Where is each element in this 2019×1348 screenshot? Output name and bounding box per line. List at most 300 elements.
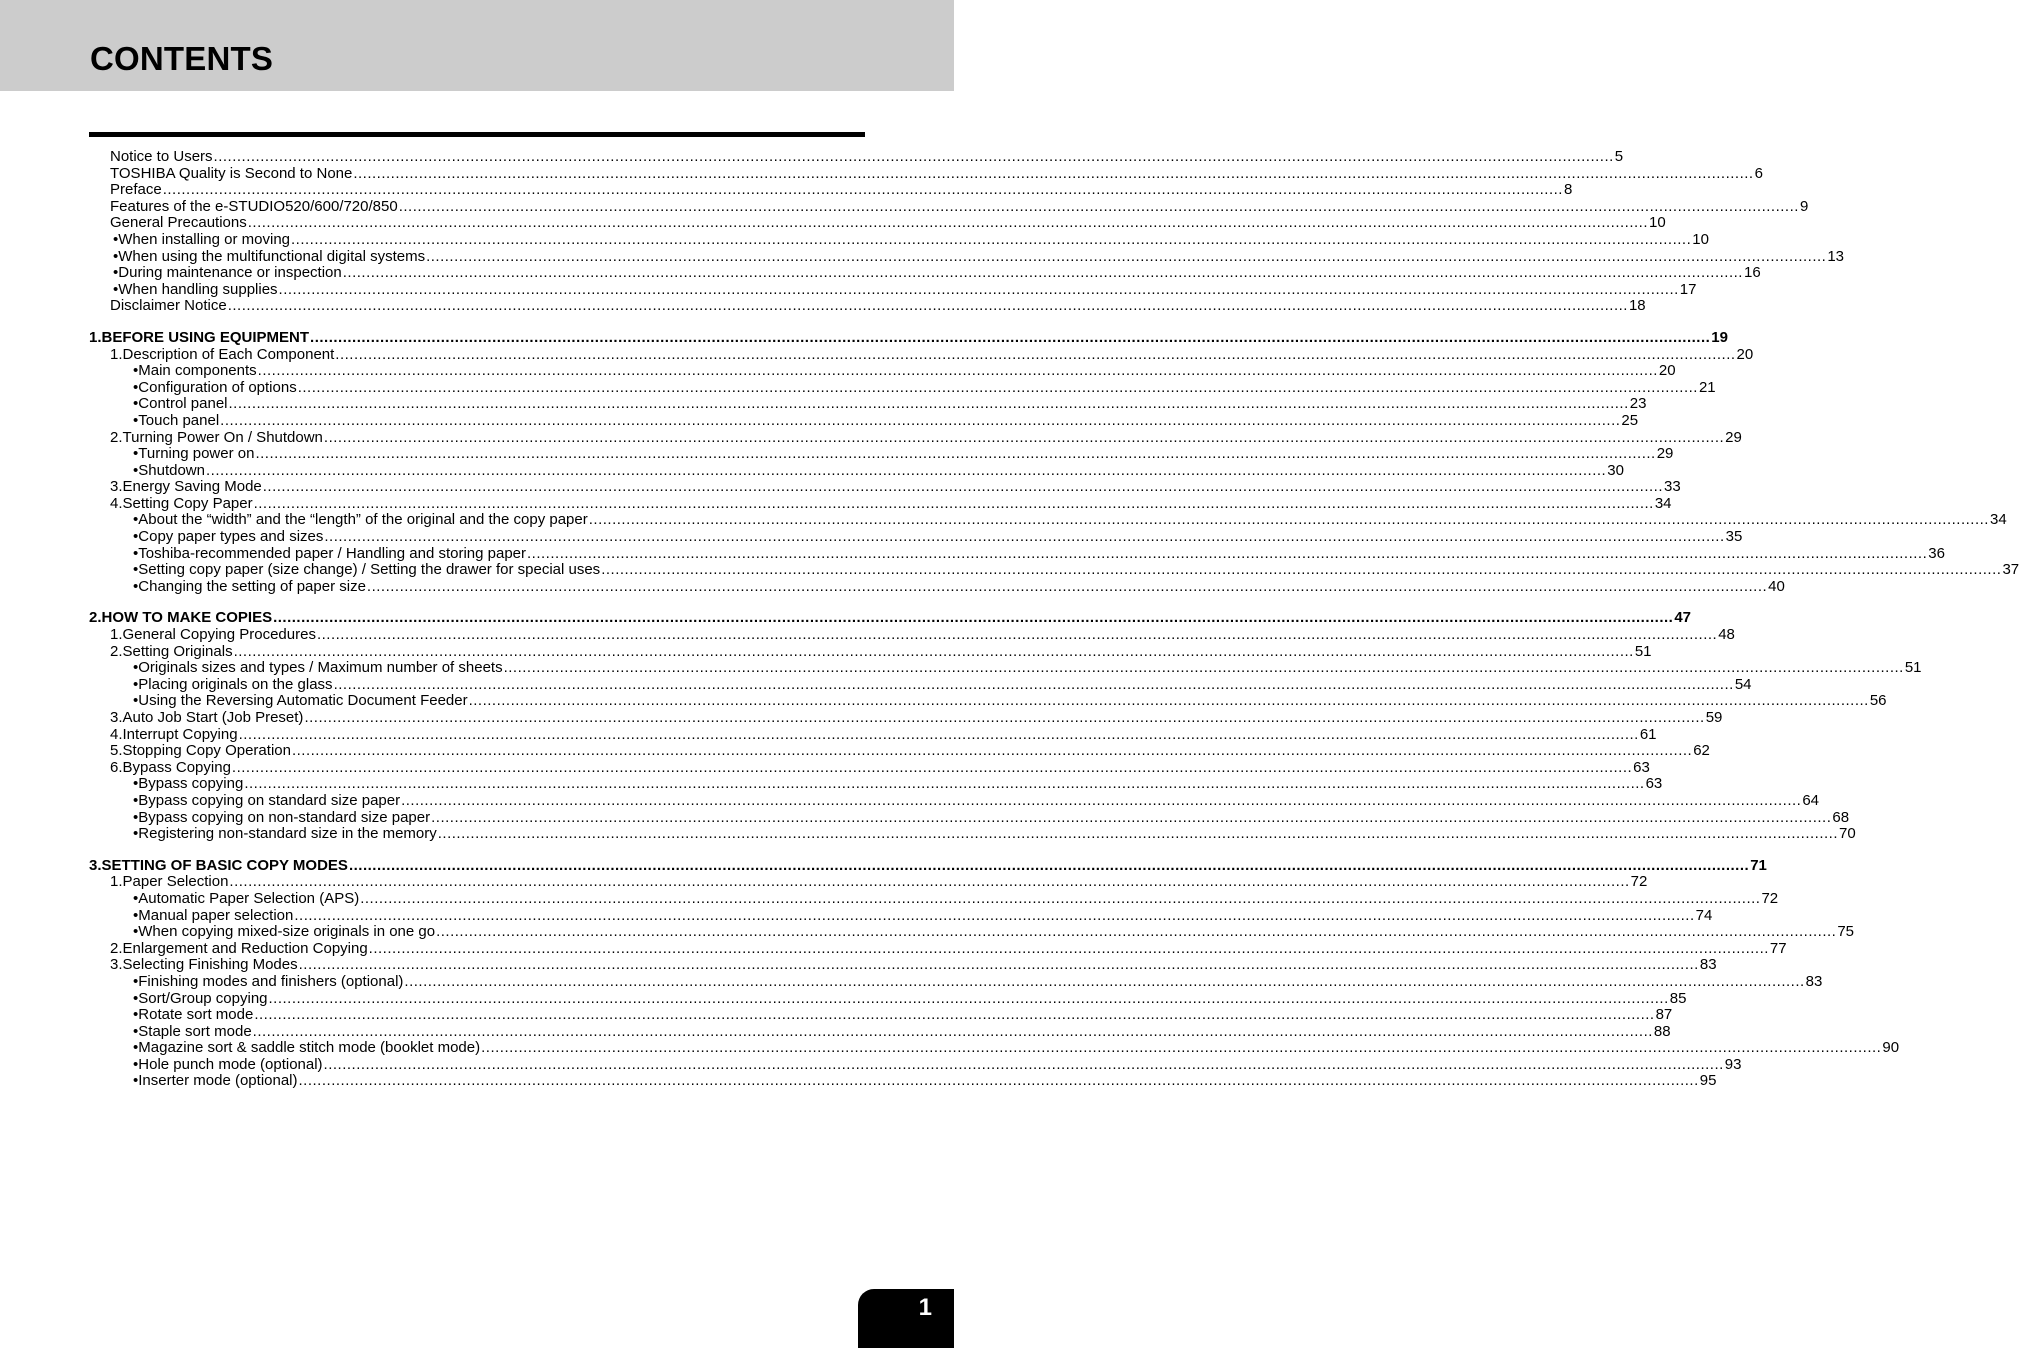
bullet-icon: • xyxy=(133,808,139,826)
toc-leader-dots: ............................................................................................................................................................................................................................................................................................................ xyxy=(213,148,1614,165)
toc-entry-row[interactable] xyxy=(110,642,1652,661)
bullet-icon: • xyxy=(133,528,139,546)
toc-entry-section[interactable] xyxy=(0,873,1648,891)
toc-leader-dots: ............................................................................................................................................................................................................................................................................................................ xyxy=(335,345,1736,363)
toc-entry-label: SETTING OF BASIC COPY MODES xyxy=(101,856,348,874)
toc-entry-label: Bypass copying on standard size paper xyxy=(138,791,401,809)
toc-entry-row[interactable] xyxy=(130,511,2007,529)
toc-entry-label: When handling supplies xyxy=(118,280,278,298)
toc-entry-row[interactable] xyxy=(110,873,1648,891)
toc-entry-page: 19 xyxy=(1711,328,1728,346)
bullet-icon: • xyxy=(133,1072,139,1090)
toc-leader-dots: ............................................................................................................................................................................................................................................................................................................ xyxy=(244,775,1645,793)
toc-entry-row[interactable] xyxy=(110,428,1742,447)
toc-leader-dots: ............................................................................................................................................................................................................................................................................................................ xyxy=(348,856,1750,874)
bullet-icon: • xyxy=(133,775,139,793)
toc-leader-dots: ............................................................................................................................................................................................................................................................................................................ xyxy=(268,989,1669,1007)
toc-entry-page: 71 xyxy=(1750,856,1767,874)
toc-entry-section[interactable] xyxy=(0,478,1681,496)
toc-entry-subbullet[interactable] xyxy=(0,906,1713,925)
bullet-icon: • xyxy=(133,395,139,413)
toc-entry-number: 1. xyxy=(110,873,123,891)
toc-entry-label: Finishing modes and finishers (optional) xyxy=(138,972,404,990)
toc-entry-label: Manual paper selection xyxy=(138,906,294,924)
toc-entry-section[interactable] xyxy=(0,939,1787,958)
toc-entry-page: 25 xyxy=(1621,411,1639,429)
toc-entry-label: Interrupt Copying xyxy=(122,725,238,743)
toc-entry-section[interactable] xyxy=(0,626,1735,644)
toc-leader-dots: ............................................................................................................................................................................................................................................................................................................ xyxy=(481,1039,1882,1057)
toc-entry-subbullet[interactable] xyxy=(0,692,1887,710)
toc-entry-bullet[interactable] xyxy=(0,280,1697,299)
toc-entry-page: 34 xyxy=(1654,494,1672,512)
toc-entry-label: General Precautions xyxy=(110,214,247,232)
toc-entry-row[interactable] xyxy=(130,808,1850,827)
toc-entry-bullet[interactable] xyxy=(0,247,1845,266)
toc-entry-page: 87 xyxy=(1655,1006,1673,1024)
toc-entry-row[interactable] xyxy=(110,725,1657,744)
toc-entry-page: 13 xyxy=(1827,247,1845,265)
toc-entry-label: When using the multifunctional digital systems xyxy=(118,247,426,265)
bullet-icon: • xyxy=(133,411,139,429)
toc-entry-chapter[interactable] xyxy=(0,856,1767,875)
toc-entry-number: 4. xyxy=(110,725,123,743)
toc-entry-row[interactable] xyxy=(110,230,1709,249)
bullet-icon: • xyxy=(133,989,139,1007)
toc-entry-row[interactable] xyxy=(130,378,1716,397)
toc-entry-row[interactable] xyxy=(130,411,1639,430)
toc-leader-dots: ............................................................................................................................................................................................................................................................................................................ xyxy=(231,758,1633,776)
toc-entry-page: 29 xyxy=(1656,445,1674,463)
toc-entry-page: 70 xyxy=(1839,825,1856,843)
toc-leader-dots: ............................................................................................................................................................................................................................................................................................................ xyxy=(601,561,2002,579)
table-of-contents xyxy=(0,148,2019,1090)
toc-entry-number: 1. xyxy=(110,345,123,363)
toc-entry-page: 64 xyxy=(1802,791,1820,809)
toc-entry-subbullet[interactable] xyxy=(0,675,1752,694)
toc-entry-page: 20 xyxy=(1736,345,1754,363)
toc-entry-chapter[interactable] xyxy=(0,609,1692,627)
toc-entry-row[interactable] xyxy=(130,692,1887,710)
toc-entry-page: 85 xyxy=(1669,989,1687,1007)
toc-entry-label: Placing originals on the glass xyxy=(138,675,333,693)
toc-leader-dots: ............................................................................................................................................................................................................................................................................................................ xyxy=(436,923,1837,941)
toc-group-gap xyxy=(0,843,954,858)
toc-entry-page: 20 xyxy=(1658,362,1676,380)
toc-entry-row[interactable] xyxy=(130,659,1922,677)
toc-entry-row[interactable] xyxy=(110,494,1672,513)
toc-entry-row[interactable] xyxy=(110,626,1735,644)
toc-leader-dots: ............................................................................................................................................................................................................................................................................................................ xyxy=(291,742,1693,760)
toc-entry-section[interactable] xyxy=(0,725,1657,744)
toc-entry-number: 2. xyxy=(110,428,123,446)
bullet-icon: • xyxy=(133,659,139,677)
toc-entry-row[interactable] xyxy=(130,528,1743,546)
toc-entry-number: 3. xyxy=(110,709,123,726)
toc-entry-label: Control panel xyxy=(138,395,228,413)
toc-entry-subbullet[interactable] xyxy=(0,989,1687,1008)
toc-entry-label: Description of Each Component xyxy=(122,345,335,363)
toc-entry-subbullet[interactable] xyxy=(0,1055,1742,1074)
toc-leader-dots: ............................................................................................................................................................................................................................................................................................................ xyxy=(437,825,1838,843)
toc-entry-top[interactable] xyxy=(0,297,1646,315)
toc-entry-row[interactable] xyxy=(130,544,1945,563)
toc-entry-subbullet[interactable] xyxy=(0,411,1639,430)
toc-entry-page: 48 xyxy=(1718,626,1735,644)
toc-leader-dots: ............................................................................................................................................................................................................................................................................................................ xyxy=(360,889,1761,907)
toc-entry-page: 40 xyxy=(1768,577,1785,595)
bullet-icon: • xyxy=(133,825,139,843)
toc-leader-dots: ............................................................................................................................................................................................................................................................................................................ xyxy=(205,461,1607,479)
toc-entry-label: Sort/Group copying xyxy=(138,989,268,1007)
toc-entry-label: Using the Reversing Automatic Document Feeder xyxy=(138,692,468,710)
toc-entry-top[interactable] xyxy=(0,214,1666,232)
toc-entry-label: Originals sizes and types / Maximum number of sheets xyxy=(138,659,503,677)
toc-entry-page: 95 xyxy=(1699,1072,1717,1090)
toc-leader-dots: ............................................................................................................................................................................................................................................................................................................ xyxy=(323,428,1725,446)
toc-entry-top[interactable] xyxy=(0,164,1763,183)
toc-entry-row[interactable] xyxy=(130,1072,1717,1090)
toc-entry-page: 74 xyxy=(1695,906,1713,924)
toc-entry-row[interactable] xyxy=(130,889,1779,908)
toc-entry-number: 3. xyxy=(110,478,123,496)
toc-entry-label: Copy paper types and sizes xyxy=(138,528,324,546)
bullet-icon: • xyxy=(113,247,119,265)
toc-entry-row[interactable] xyxy=(110,742,1710,760)
bullet-icon: • xyxy=(133,906,139,924)
toc-entry-label: Stopping Copy Operation xyxy=(122,742,291,760)
toc-entry-page: 83 xyxy=(1805,972,1823,990)
toc-entry-subbullet[interactable] xyxy=(0,395,1647,413)
toc-entry-row[interactable] xyxy=(110,280,1697,299)
toc-entry-section[interactable] xyxy=(0,494,1672,513)
toc-entry-subbullet[interactable] xyxy=(0,1039,1900,1057)
toc-entry-section[interactable] xyxy=(0,709,1723,727)
toc-entry-row[interactable] xyxy=(130,362,1676,380)
toc-entry-page: 88 xyxy=(1653,1022,1671,1040)
toc-entry-subbullet[interactable] xyxy=(0,808,1850,827)
title-rule xyxy=(89,132,865,137)
toc-entry-row[interactable] xyxy=(130,561,2019,579)
toc-entry-page: 90 xyxy=(1882,1039,1900,1057)
toc-entry-subbullet[interactable] xyxy=(0,972,1823,991)
toc-entry-label: During maintenance or inspection xyxy=(118,264,342,282)
toc-entry-page: 51 xyxy=(1634,642,1652,660)
toc-entry-page: 5 xyxy=(1614,148,1624,165)
toc-entry-section[interactable] xyxy=(0,428,1742,447)
bullet-icon: • xyxy=(133,1022,139,1040)
toc-entry-label: Hole punch mode (optional) xyxy=(138,1055,323,1073)
toc-entry-subbullet[interactable] xyxy=(0,1022,1671,1041)
toc-entry-label: Setting Originals xyxy=(122,642,233,660)
toc-leader-dots: ............................................................................................................................................................................................................................................................................................................ xyxy=(333,675,1734,693)
bullet-icon: • xyxy=(133,1055,139,1073)
toc-entry-label: Rotate sort mode xyxy=(138,1006,254,1024)
toc-entry-page: 75 xyxy=(1837,923,1855,941)
toc-entry-number: 4. xyxy=(110,494,123,512)
bullet-icon: • xyxy=(133,675,139,693)
toc-entry-label: Toshiba-recommended paper / Handling and storing paper xyxy=(138,544,527,562)
toc-entry-label: Selecting Finishing Modes xyxy=(122,956,298,974)
toc-leader-dots: ............................................................................................................................................................................................................................................................................................................ xyxy=(298,956,1699,974)
toc-leader-dots: ............................................................................................................................................................................................................................................................................................................ xyxy=(366,577,1768,595)
toc-entry-label: Disclaimer Notice xyxy=(110,297,227,315)
toc-entry-label: Features of the e-STUDIO520/600/720/850 xyxy=(110,197,398,215)
toc-entry-row[interactable] xyxy=(110,297,1646,315)
toc-entry-page: 35 xyxy=(1725,528,1743,546)
bullet-icon: • xyxy=(133,378,139,396)
toc-entry-label: Turning power on xyxy=(138,445,255,463)
toc-leader-dots: ............................................................................................................................................................................................................................................................................................................ xyxy=(247,214,1648,232)
toc-entry-page: 62 xyxy=(1693,742,1710,760)
toc-leader-dots: ............................................................................................................................................................................................................................................................................................................ xyxy=(220,411,1621,429)
toc-entry-subbullet[interactable] xyxy=(0,923,1855,941)
toc-entry-row[interactable] xyxy=(130,1006,1673,1024)
toc-entry-subbullet[interactable] xyxy=(0,461,1624,480)
toc-leader-dots: ............................................................................................................................................................................................................................................................................................................ xyxy=(310,328,1711,346)
toc-entry-row[interactable] xyxy=(110,164,1763,183)
toc-entry-page: 47 xyxy=(1674,609,1692,627)
toc-entry-subbullet[interactable] xyxy=(0,544,1945,563)
toc-entry-row[interactable] xyxy=(130,972,1823,991)
toc-entry-page: 10 xyxy=(1692,230,1709,248)
toc-entry-section[interactable] xyxy=(0,758,1650,777)
toc-group-gap xyxy=(0,595,954,610)
toc-leader-dots: ............................................................................................................................................................................................................................................................................................................ xyxy=(238,725,1639,743)
toc-leader-dots: ............................................................................................................................................................................................................................................................................................................ xyxy=(527,544,1928,562)
toc-entry-row[interactable] xyxy=(89,856,1767,875)
toc-entry-row[interactable] xyxy=(130,1055,1742,1074)
toc-entry-row[interactable] xyxy=(89,609,1692,627)
toc-entry-row[interactable] xyxy=(110,709,1723,727)
toc-entry-label: Touch panel xyxy=(138,411,220,429)
toc-entry-label: Changing the setting of paper size xyxy=(138,577,366,595)
toc-entry-page: 63 xyxy=(1645,775,1663,793)
toc-entry-top[interactable] xyxy=(0,181,1573,199)
toc-entry-subbullet[interactable] xyxy=(0,825,1856,843)
bullet-icon: • xyxy=(133,972,139,990)
toc-entry-label: Magazine sort & saddle stitch mode (booklet mode) xyxy=(138,1039,481,1057)
toc-entry-page: 34 xyxy=(1989,511,2007,529)
page-title: CONTENTS xyxy=(90,40,274,77)
toc-entry-row[interactable] xyxy=(130,461,1624,480)
toc-entry-subbullet[interactable] xyxy=(0,791,1820,810)
toc-entry-section[interactable] xyxy=(0,742,1710,760)
toc-entry-row[interactable] xyxy=(89,328,1728,347)
toc-entry-row[interactable] xyxy=(110,247,1845,266)
toc-entry-label: BEFORE USING EQUIPMENT xyxy=(101,328,310,346)
toc-entry-row[interactable] xyxy=(110,345,1754,364)
toc-leader-dots: ............................................................................................................................................................................................................................................................................................................ xyxy=(468,692,1869,710)
toc-entry-label: Bypass copying xyxy=(138,775,244,793)
toc-entry-label: When copying mixed-size originals in one go xyxy=(138,923,436,941)
toc-entry-label: HOW TO MAKE COPIES xyxy=(101,609,273,627)
toc-entry-row[interactable] xyxy=(110,264,1761,282)
toc-entry-row[interactable] xyxy=(130,825,1856,843)
toc-leader-dots: ............................................................................................................................................................................................................................................................................................................ xyxy=(304,709,1705,726)
toc-entry-row[interactable] xyxy=(110,148,1624,166)
toc-leader-dots: ............................................................................................................................................................................................................................................................................................................ xyxy=(228,395,1629,413)
toc-entry-label: Preface xyxy=(110,181,162,199)
toc-entry-subbullet[interactable] xyxy=(0,528,1743,546)
toc-leader-dots: ............................................................................................................................................................................................................................................................................................................ xyxy=(253,494,1654,512)
toc-entry-row[interactable] xyxy=(110,939,1787,958)
toc-leader-dots: ............................................................................................................................................................................................................................................................................................................ xyxy=(353,164,1754,182)
bullet-icon: • xyxy=(133,544,139,562)
toc-leader-dots: ............................................................................................................................................................................................................................................................................................................ xyxy=(368,939,1769,957)
bullet-icon: • xyxy=(133,362,139,380)
toc-entry-row[interactable] xyxy=(130,675,1752,694)
bullet-icon: • xyxy=(133,1039,139,1057)
toc-entry-number: 3. xyxy=(89,856,102,874)
toc-entry-label: Energy Saving Mode xyxy=(122,478,262,496)
bullet-icon: • xyxy=(133,461,139,479)
toc-entry-row[interactable] xyxy=(130,445,1674,463)
toc-entry-page: 54 xyxy=(1734,675,1752,693)
bullet-icon: • xyxy=(133,511,139,529)
toc-leader-dots: ............................................................................................................................................................................................................................................................................................................ xyxy=(588,511,1989,529)
toc-entry-number: 1. xyxy=(89,328,102,346)
page-number: 1 xyxy=(918,1294,932,1321)
toc-leader-dots: ............................................................................................................................................................................................................................................................................................................ xyxy=(162,181,1563,199)
toc-entry-row[interactable] xyxy=(110,181,1573,199)
toc-entry-page: 16 xyxy=(1743,264,1761,282)
toc-entry-page: 59 xyxy=(1705,709,1723,726)
toc-entry-label: About the “width” and the “length” of the original and the copy paper xyxy=(138,511,588,529)
toc-entry-subbullet[interactable] xyxy=(0,1072,1717,1090)
toc-entry-page: 83 xyxy=(1699,956,1717,974)
toc-leader-dots: ............................................................................................................................................................................................................................................................................................................ xyxy=(404,972,1805,990)
toc-entry-label: Main components xyxy=(138,362,257,380)
toc-entry-subbullet[interactable] xyxy=(0,889,1779,908)
toc-entry-top[interactable] xyxy=(0,197,1809,216)
toc-entry-page: 72 xyxy=(1630,873,1648,891)
toc-entry-label: Inserter mode (optional) xyxy=(138,1072,298,1090)
toc-entry-row[interactable] xyxy=(130,923,1855,941)
toc-leader-dots: ............................................................................................................................................................................................................................................................................................................ xyxy=(298,1072,1699,1090)
toc-entry-row[interactable] xyxy=(130,577,1785,596)
toc-entry-page: 17 xyxy=(1679,280,1697,298)
toc-entry-label: Auto Job Start (Job Preset) xyxy=(122,709,304,726)
toc-entry-label: Paper Selection xyxy=(122,873,229,891)
toc-entry-label: Bypass Copying xyxy=(122,758,231,776)
toc-entry-number: 2. xyxy=(89,609,102,627)
toc-entry-row[interactable] xyxy=(110,956,1717,974)
toc-entry-label: Enlargement and Reduction Copying xyxy=(122,939,368,957)
toc-entry-row[interactable] xyxy=(130,1022,1671,1041)
toc-entry-label: Staple sort mode xyxy=(138,1022,252,1040)
toc-entry-number: 3. xyxy=(110,956,123,974)
toc-entry-page: 6 xyxy=(1754,164,1763,182)
toc-entry-page: 56 xyxy=(1869,692,1887,710)
toc-entry-section[interactable] xyxy=(0,956,1717,974)
toc-entry-subbullet[interactable] xyxy=(0,445,1674,463)
toc-entry-page: 18 xyxy=(1628,297,1646,315)
bullet-icon: • xyxy=(133,692,139,710)
toc-entry-subbullet[interactable] xyxy=(0,362,1676,380)
toc-entry-row[interactable] xyxy=(110,758,1650,777)
toc-entry-page: 8 xyxy=(1563,181,1573,199)
toc-entry-page: 93 xyxy=(1724,1055,1742,1073)
toc-entry-bullet[interactable] xyxy=(0,230,1709,249)
toc-entry-subbullet[interactable] xyxy=(0,378,1716,397)
toc-entry-row[interactable] xyxy=(130,989,1687,1008)
toc-leader-dots: ............................................................................................................................................................................................................................................................................................................ xyxy=(426,247,1827,265)
toc-entry-label: Setting copy paper (size change) / Setting the drawer for special uses xyxy=(138,561,601,579)
toc-leader-dots: ............................................................................................................................................................................................................................................................................................................ xyxy=(431,808,1832,826)
toc-entry-page: 37 xyxy=(2002,561,2019,579)
toc-entry-page: 51 xyxy=(1904,659,1922,677)
toc-entry-page: 29 xyxy=(1725,428,1742,446)
toc-entry-subbullet[interactable] xyxy=(0,577,1785,596)
toc-entry-row[interactable] xyxy=(130,395,1647,413)
toc-entry-section[interactable] xyxy=(0,642,1652,661)
toc-entry-row[interactable] xyxy=(130,1039,1900,1057)
toc-entry-label: TOSHIBA Quality is Second to None xyxy=(110,164,353,182)
bullet-icon: • xyxy=(133,791,139,809)
toc-leader-dots: ............................................................................................................................................................................................................................................................................................................ xyxy=(323,1055,1724,1073)
toc-entry-row[interactable] xyxy=(110,478,1681,496)
toc-leader-dots: ............................................................................................................................................................................................................................................................................................................ xyxy=(398,197,1799,215)
toc-entry-page: 21 xyxy=(1698,378,1716,396)
bullet-icon: • xyxy=(113,230,119,248)
toc-entry-subbullet[interactable] xyxy=(0,1006,1673,1024)
toc-entry-subbullet[interactable] xyxy=(0,775,1663,793)
toc-entry-row[interactable] xyxy=(130,775,1663,793)
toc-entry-bullet[interactable] xyxy=(0,264,1761,282)
toc-entry-label: Bypass copying on non-standard size paper xyxy=(138,808,431,826)
toc-entry-subbullet[interactable] xyxy=(0,511,2007,529)
toc-entry-label: Notice to Users xyxy=(110,148,213,165)
bullet-icon: • xyxy=(133,577,139,595)
toc-entry-page: 23 xyxy=(1629,395,1647,413)
page-number-tab xyxy=(858,1289,954,1348)
toc-leader-dots: ............................................................................................................................................................................................................................................................................................................ xyxy=(262,478,1664,496)
bullet-icon: • xyxy=(133,1006,139,1024)
toc-entry-chapter[interactable] xyxy=(0,328,1728,347)
toc-entry-top[interactable] xyxy=(0,148,1624,166)
toc-entry-number: 1. xyxy=(110,626,123,644)
toc-entry-row[interactable] xyxy=(110,214,1666,232)
toc-leader-dots: ............................................................................................................................................................................................................................................................................................................ xyxy=(342,264,1743,282)
toc-leader-dots: ............................................................................................................................................................................................................................................................................................................ xyxy=(401,791,1802,809)
bullet-icon: • xyxy=(133,561,139,579)
toc-entry-page: 10 xyxy=(1649,214,1666,232)
toc-entry-page: 72 xyxy=(1761,889,1779,907)
bullet-icon: • xyxy=(133,889,139,907)
toc-leader-dots: ............................................................................................................................................................................................................................................................................................................ xyxy=(229,873,1630,891)
toc-leader-dots: ............................................................................................................................................................................................................................................................................................................ xyxy=(227,297,1628,315)
toc-leader-dots: ............................................................................................................................................................................................................................................................................................................ xyxy=(273,609,1674,627)
toc-entry-row[interactable] xyxy=(110,197,1809,216)
toc-leader-dots: ............................................................................................................................................................................................................................................................................................................ xyxy=(503,659,1904,677)
toc-leader-dots: ............................................................................................................................................................................................................................................................................................................ xyxy=(316,626,1718,644)
toc-leader-dots: ............................................................................................................................................................................................................................................................................................................ xyxy=(324,528,1725,546)
toc-leader-dots: ............................................................................................................................................................................................................................................................................................................ xyxy=(297,378,1698,396)
toc-entry-subbullet[interactable] xyxy=(0,659,1922,677)
bullet-icon: • xyxy=(113,264,119,282)
toc-entry-label: When installing or moving xyxy=(118,230,291,248)
toc-entry-section[interactable] xyxy=(0,345,1754,364)
toc-entry-label: Automatic Paper Selection (APS) xyxy=(138,889,360,907)
toc-entry-number: 2. xyxy=(110,939,123,957)
toc-entry-row[interactable] xyxy=(130,791,1820,810)
toc-entry-label: Configuration of options xyxy=(138,378,297,396)
toc-entry-page: 30 xyxy=(1607,461,1624,479)
toc-leader-dots: ............................................................................................................................................................................................................................................................................................................ xyxy=(291,230,1692,248)
toc-entry-subbullet[interactable] xyxy=(0,561,2019,579)
toc-entry-row[interactable] xyxy=(130,906,1713,925)
